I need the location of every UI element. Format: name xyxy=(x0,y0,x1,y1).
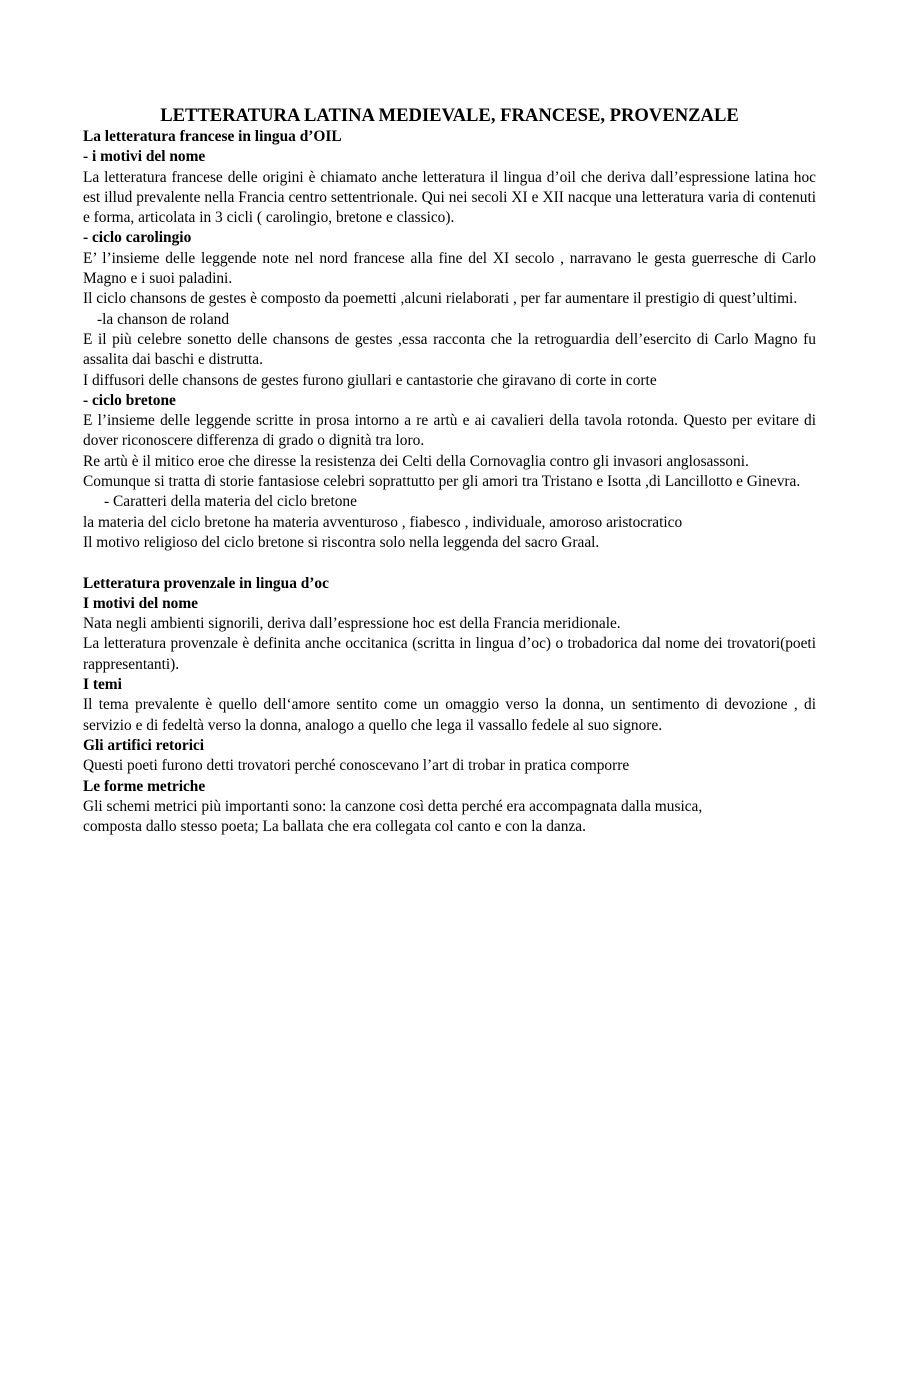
paragraph-motivi-oc-2: La letteratura provenzale è definita anche occitanica (scritta in lingua d’oc) o trobadorica dal nome dei trovatori(poeti rappresentanti). xyxy=(83,635,816,673)
paragraph-bretone-2: Re artù è il mitico eroe che diresse la resistenza dei Celti della Cornovaglia contro gli invasori anglosassoni. xyxy=(83,452,749,470)
paragraph-forme-metriche-line-1: Gli schemi metrici più importanti sono: la canzone così detta perché era accompagnata dalla musica, xyxy=(83,797,703,815)
paragraph-bretone-1: E l’insieme delle leggende scritte in prosa intorno a re artù e ai cavalieri della tavola rotonda. Questo per evitare di dover riconoscere differenza di grado o dignità tra loro. xyxy=(83,412,816,450)
paragraph-motivi-nome: La letteratura francese delle origini è chiamato anche letteratura il lingua d’oil che deriva dall’espressione latina hoc est illud prevalente nella Francia centro settentrionale. Qui nei secoli XI e XII nacque una letteratura varia di contenuti e forma, articolata in 3 cicli ( carolingio, bretone e classico). xyxy=(83,168,816,227)
subheading-ciclo-carolingio: - ciclo carolingio xyxy=(83,229,192,247)
paragraph-sacro-graal: Il motivo religioso del ciclo bretone si riscontra solo nella leggenda del sacro Graal. xyxy=(83,533,600,551)
subtitle-caratteri-materia: - Caratteri della materia del ciclo bretone xyxy=(104,493,357,511)
paragraph-carolingio-2: Il ciclo chansons de gestes è composto da poemetti ,alcuni rielaborati , per far aumentare il prestigio di quest’ultimi. xyxy=(83,290,798,308)
paragraph-temi: Il tema prevalente è quello dell‘amore sentito come un omaggio verso la donna, un sentimento di devozione , di servizio e di fedeltà verso la donna, analogo a quello che lega il vassallo fedele al suo signore. xyxy=(83,696,816,734)
subheading-motivi-nome: - i motivi del nome xyxy=(83,148,206,166)
subheading-ciclo-bretone: - ciclo bretone xyxy=(83,391,176,409)
paragraph-artifici-retorici: Questi poeti furono detti trovatori perché conoscevano l’art di trobar in pratica comporre xyxy=(83,757,630,775)
subheading-forme-metriche: Le forme metriche xyxy=(83,777,206,795)
paragraph-forme-metriche-line-2: composta dallo stesso poeta; La ballata che era collegata col canto e con la danza. xyxy=(83,818,586,836)
spacer xyxy=(83,553,816,573)
subheading-temi: I temi xyxy=(83,676,122,694)
paragraph-bretone-3: Comunque si tratta di storie fantasiose celebri soprattutto per gli amori tra Tristano e Isotta ,di Lancillotto e Ginevra. xyxy=(83,473,801,491)
subtitle-chanson-roland: -la chanson de roland xyxy=(97,310,230,328)
section-heading-oc: Letteratura provenzale in lingua d’oc xyxy=(83,574,329,592)
section-heading-oil: La letteratura francese in lingua d’OIL xyxy=(83,128,342,145)
paragraph-carolingio-1: E’ l’insieme delle leggende note nel nord francese alla fine del XI secolo , narravano le gesta guerresche di Carlo Magno e i suoi paladini. xyxy=(83,249,816,288)
subheading-motivi-nome-oc: I motivi del nome xyxy=(83,594,198,612)
paragraph-chanson-roland: E il più celebre sonetto delle chansons de gestes ,essa racconta che la retroguardia dell’esercito di Carlo Magno fu assalita dai baschi e distrutta. xyxy=(83,330,816,369)
paragraph-motivi-oc-1: Nata negli ambienti signorili, deriva dall’espressione hoc est della Francia meridionale. xyxy=(83,615,621,633)
document-page xyxy=(83,104,816,837)
paragraph-diffusori: I diffusori delle chansons de gestes furono giullari e cantastorie che giravano di corte in corte xyxy=(83,371,657,389)
paragraph-caratteri-materia: la materia del ciclo bretone ha materia avventuroso , fiabesco , individuale, amoroso aristocratico xyxy=(83,513,683,531)
subheading-artifici-retorici: Gli artifici retorici xyxy=(83,736,205,754)
document-title: LETTERATURA LATINA MEDIEVALE, FRANCESE, PROVENZALE xyxy=(160,105,739,126)
